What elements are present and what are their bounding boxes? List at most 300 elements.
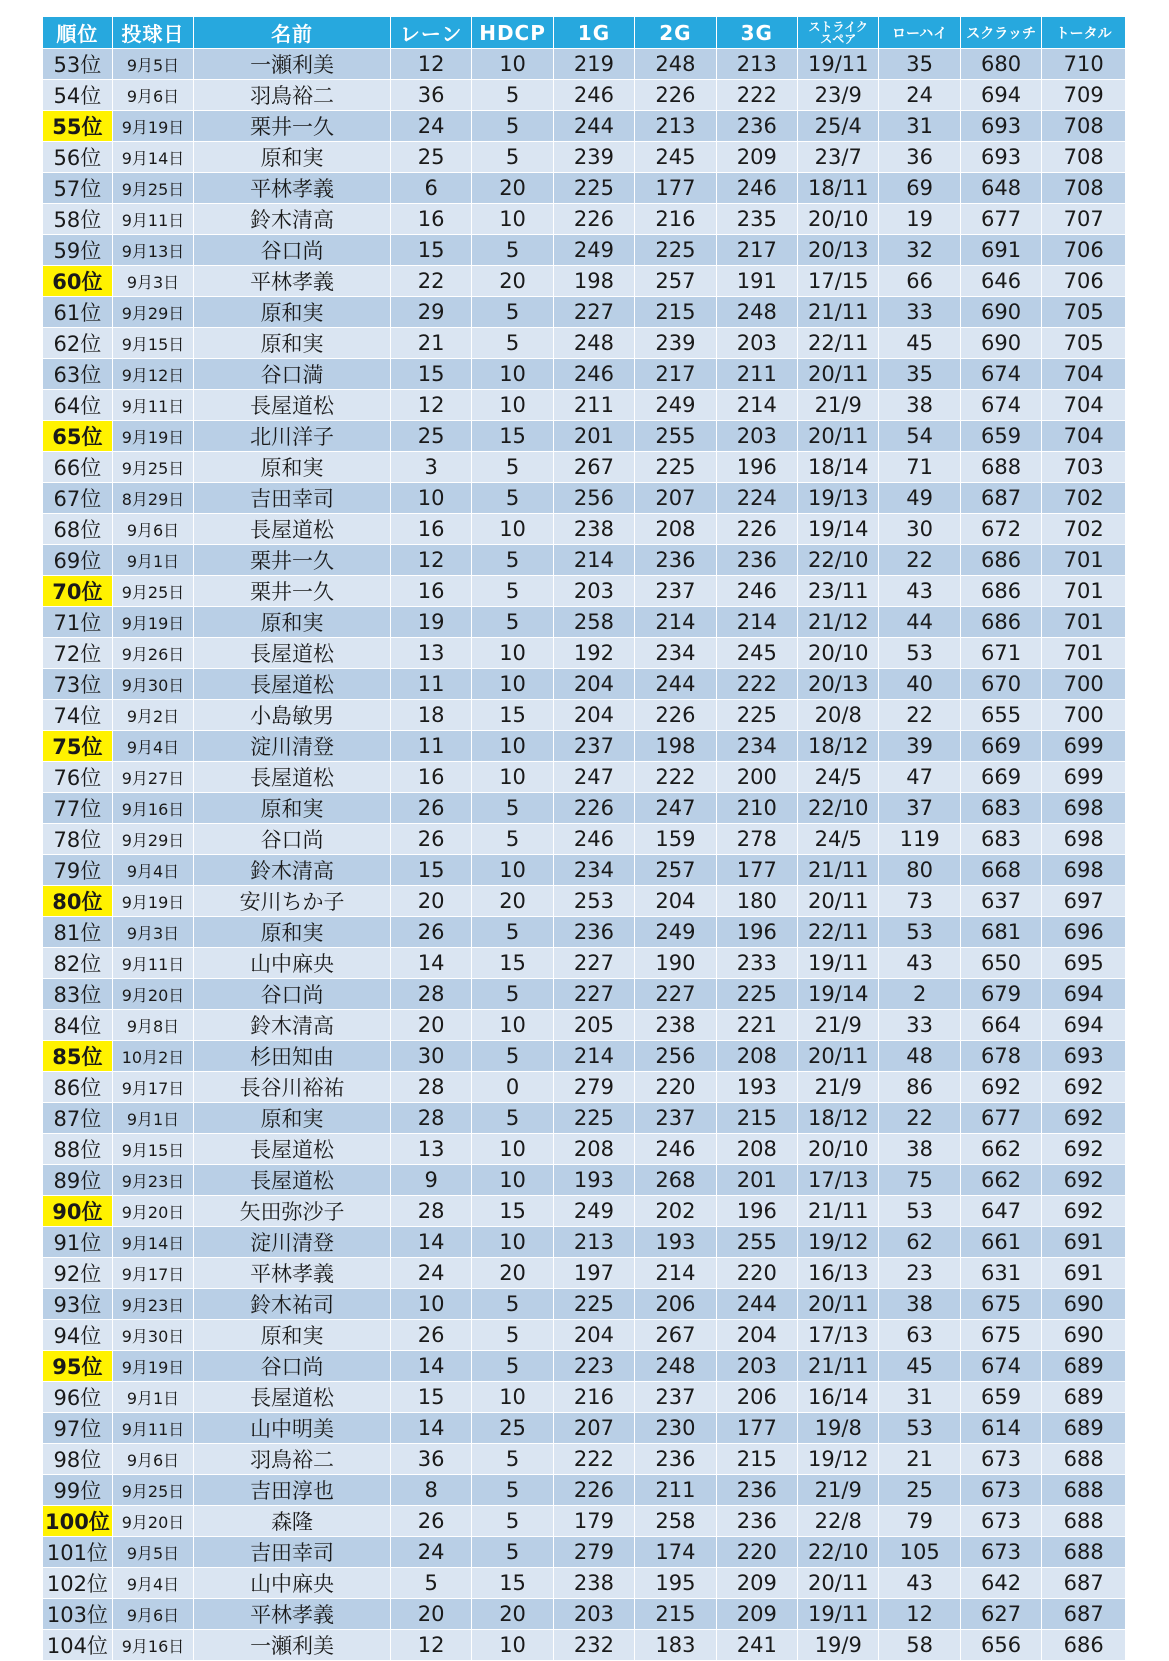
rank-cell: 96位 [43, 1382, 113, 1413]
name-cell: 吉田幸司 [194, 483, 391, 514]
table-row [43, 173, 1126, 204]
table-row [43, 452, 1126, 483]
scratch-cell: 674 [960, 1351, 1041, 1382]
game3-cell: 210 [716, 793, 797, 824]
rank-cell: 61位 [43, 297, 113, 328]
low-high-cell: 22 [879, 1103, 960, 1134]
game1-cell: 208 [553, 1134, 634, 1165]
hdcp-cell: 15 [472, 700, 553, 731]
table-row [43, 1103, 1126, 1134]
total-cell: 692 [1042, 1134, 1126, 1165]
lane-cell: 28 [390, 979, 471, 1010]
table-row [43, 328, 1126, 359]
game2-cell: 183 [635, 1630, 716, 1661]
name-cell: 谷口尚 [194, 824, 391, 855]
game3-cell: 222 [716, 80, 797, 111]
game2-cell: 225 [635, 452, 716, 483]
table-row [43, 607, 1126, 638]
lane-cell: 20 [390, 1599, 471, 1630]
date-cell: 9月19日 [112, 607, 193, 638]
rank-cell: 99位 [43, 1475, 113, 1506]
lane-cell: 15 [390, 1382, 471, 1413]
hdcp-cell: 5 [472, 1103, 553, 1134]
lane-cell: 29 [390, 297, 471, 328]
game3-cell: 255 [716, 1227, 797, 1258]
date-cell: 9月1日 [112, 545, 193, 576]
table-row [43, 545, 1126, 576]
rank-cell: 73位 [43, 669, 113, 700]
scratch-cell: 691 [960, 235, 1041, 266]
game1-cell: 227 [553, 948, 634, 979]
game2-cell: 248 [635, 1351, 716, 1382]
game1-cell: 232 [553, 1630, 634, 1661]
name-cell: 平林孝義 [194, 1599, 391, 1630]
rank-cell: 86位 [43, 1072, 113, 1103]
total-cell: 708 [1042, 111, 1126, 142]
rank-cell: 74位 [43, 700, 113, 731]
rank-cell: 91位 [43, 1227, 113, 1258]
game3-cell: 248 [716, 297, 797, 328]
header-low-high: ローハイ [879, 17, 960, 49]
total-cell: 688 [1042, 1475, 1126, 1506]
lane-cell: 24 [390, 1537, 471, 1568]
low-high-cell: 33 [879, 297, 960, 328]
name-cell: 長屋道松 [194, 638, 391, 669]
scratch-cell: 681 [960, 917, 1041, 948]
name-cell: 小島敏男 [194, 700, 391, 731]
name-cell: 羽鳥裕二 [194, 1444, 391, 1475]
strike-spare-cell: 20/11 [798, 359, 879, 390]
low-high-cell: 43 [879, 1568, 960, 1599]
low-high-cell: 33 [879, 1010, 960, 1041]
date-cell: 9月27日 [112, 762, 193, 793]
header-name: 名前 [194, 17, 391, 49]
table-row [43, 1351, 1126, 1382]
hdcp-cell: 10 [472, 359, 553, 390]
lane-cell: 20 [390, 1010, 471, 1041]
low-high-cell: 24 [879, 80, 960, 111]
name-cell: 長屋道松 [194, 1165, 391, 1196]
total-cell: 708 [1042, 173, 1126, 204]
game2-cell: 234 [635, 638, 716, 669]
game3-cell: 236 [716, 545, 797, 576]
total-cell: 701 [1042, 576, 1126, 607]
scratch-cell: 670 [960, 669, 1041, 700]
low-high-cell: 79 [879, 1506, 960, 1537]
table-row [43, 359, 1126, 390]
header-total: トータル [1042, 17, 1126, 49]
strike-spare-cell: 19/8 [798, 1413, 879, 1444]
game1-cell: 225 [553, 173, 634, 204]
hdcp-cell: 15 [472, 1196, 553, 1227]
game1-cell: 247 [553, 762, 634, 793]
game2-cell: 239 [635, 328, 716, 359]
game3-cell: 196 [716, 1196, 797, 1227]
name-cell: 淀川清登 [194, 1227, 391, 1258]
game3-cell: 244 [716, 1289, 797, 1320]
name-cell: 鈴木清高 [194, 855, 391, 886]
lane-cell: 10 [390, 483, 471, 514]
scratch-cell: 669 [960, 762, 1041, 793]
strike-spare-cell: 18/14 [798, 452, 879, 483]
lane-cell: 14 [390, 1227, 471, 1258]
game2-cell: 207 [635, 483, 716, 514]
hdcp-cell: 5 [472, 607, 553, 638]
rank-cell: 90位 [43, 1196, 113, 1227]
table-row [43, 204, 1126, 235]
game1-cell: 216 [553, 1382, 634, 1413]
table-row [43, 886, 1126, 917]
game1-cell: 246 [553, 359, 634, 390]
hdcp-cell: 10 [472, 638, 553, 669]
scratch-cell: 668 [960, 855, 1041, 886]
total-cell: 706 [1042, 266, 1126, 297]
table-row [43, 111, 1126, 142]
game3-cell: 220 [716, 1258, 797, 1289]
low-high-cell: 44 [879, 607, 960, 638]
total-cell: 701 [1042, 545, 1126, 576]
game3-cell: 204 [716, 1320, 797, 1351]
game2-cell: 177 [635, 173, 716, 204]
game1-cell: 258 [553, 607, 634, 638]
header-rank: 順位 [43, 17, 113, 49]
rank-cell: 55位 [43, 111, 113, 142]
total-cell: 701 [1042, 607, 1126, 638]
table-row [43, 824, 1126, 855]
rank-cell: 54位 [43, 80, 113, 111]
table-row [43, 669, 1126, 700]
lane-cell: 14 [390, 948, 471, 979]
scratch-cell: 673 [960, 1506, 1041, 1537]
name-cell: 吉田淳也 [194, 1475, 391, 1506]
scratch-cell: 675 [960, 1320, 1041, 1351]
scratch-cell: 659 [960, 1382, 1041, 1413]
total-cell: 691 [1042, 1258, 1126, 1289]
total-cell: 704 [1042, 359, 1126, 390]
rank-cell: 104位 [43, 1630, 113, 1661]
hdcp-cell: 10 [472, 1134, 553, 1165]
game1-cell: 238 [553, 514, 634, 545]
game2-cell: 215 [635, 297, 716, 328]
name-cell: 長屋道松 [194, 669, 391, 700]
table-row [43, 235, 1126, 266]
game1-cell: 227 [553, 979, 634, 1010]
lane-cell: 36 [390, 1444, 471, 1475]
table-row [43, 1258, 1126, 1289]
game1-cell: 246 [553, 824, 634, 855]
total-cell: 698 [1042, 793, 1126, 824]
strike-spare-cell: 19/11 [798, 948, 879, 979]
game2-cell: 257 [635, 855, 716, 886]
table-row [43, 762, 1126, 793]
table-row [43, 1072, 1126, 1103]
game1-cell: 204 [553, 700, 634, 731]
low-high-cell: 86 [879, 1072, 960, 1103]
name-cell: 森隆 [194, 1506, 391, 1537]
game3-cell: 224 [716, 483, 797, 514]
low-high-cell: 45 [879, 1351, 960, 1382]
lane-cell: 13 [390, 638, 471, 669]
low-high-cell: 31 [879, 1382, 960, 1413]
game3-cell: 209 [716, 142, 797, 173]
hdcp-cell: 10 [472, 204, 553, 235]
rank-cell: 93位 [43, 1289, 113, 1320]
date-cell: 9月25日 [112, 576, 193, 607]
lane-cell: 8 [390, 1475, 471, 1506]
name-cell: 原和実 [194, 793, 391, 824]
total-cell: 704 [1042, 421, 1126, 452]
low-high-cell: 49 [879, 483, 960, 514]
date-cell: 9月1日 [112, 1382, 193, 1413]
table-row [43, 1196, 1126, 1227]
date-cell: 9月14日 [112, 142, 193, 173]
scratch-cell: 614 [960, 1413, 1041, 1444]
scratch-cell: 664 [960, 1010, 1041, 1041]
game2-cell: 237 [635, 576, 716, 607]
game1-cell: 238 [553, 1568, 634, 1599]
hdcp-cell: 5 [472, 824, 553, 855]
header-game1: 1G [553, 17, 634, 49]
date-cell: 9月11日 [112, 1413, 193, 1444]
lane-cell: 26 [390, 1506, 471, 1537]
lane-cell: 25 [390, 142, 471, 173]
low-high-cell: 47 [879, 762, 960, 793]
game3-cell: 233 [716, 948, 797, 979]
scratch-cell: 680 [960, 49, 1041, 80]
low-high-cell: 71 [879, 452, 960, 483]
total-cell: 692 [1042, 1072, 1126, 1103]
game3-cell: 236 [716, 1506, 797, 1537]
total-cell: 699 [1042, 762, 1126, 793]
strike-spare-cell: 17/13 [798, 1165, 879, 1196]
low-high-cell: 32 [879, 235, 960, 266]
name-cell: 栗井一久 [194, 545, 391, 576]
date-cell: 9月23日 [112, 1165, 193, 1196]
date-cell: 9月4日 [112, 731, 193, 762]
game1-cell: 249 [553, 235, 634, 266]
total-cell: 693 [1042, 1041, 1126, 1072]
low-high-cell: 43 [879, 948, 960, 979]
low-high-cell: 62 [879, 1227, 960, 1258]
total-cell: 709 [1042, 80, 1126, 111]
low-high-cell: 21 [879, 1444, 960, 1475]
low-high-cell: 35 [879, 49, 960, 80]
date-cell: 9月6日 [112, 514, 193, 545]
lane-cell: 25 [390, 421, 471, 452]
date-cell: 9月17日 [112, 1072, 193, 1103]
date-cell: 9月3日 [112, 266, 193, 297]
total-cell: 706 [1042, 235, 1126, 266]
game2-cell: 236 [635, 545, 716, 576]
table-row [43, 948, 1126, 979]
name-cell: 栗井一久 [194, 576, 391, 607]
lane-cell: 11 [390, 669, 471, 700]
game1-cell: 219 [553, 49, 634, 80]
low-high-cell: 45 [879, 328, 960, 359]
table-row [43, 1568, 1126, 1599]
low-high-cell: 38 [879, 390, 960, 421]
hdcp-cell: 5 [472, 483, 553, 514]
name-cell: 長屋道松 [194, 1134, 391, 1165]
strike-spare-cell: 23/9 [798, 80, 879, 111]
hdcp-cell: 5 [472, 917, 553, 948]
table-row [43, 1537, 1126, 1568]
lane-cell: 6 [390, 173, 471, 204]
date-cell: 9月23日 [112, 1289, 193, 1320]
name-cell: 吉田幸司 [194, 1537, 391, 1568]
strike-spare-cell: 21/11 [798, 297, 879, 328]
lane-cell: 12 [390, 49, 471, 80]
lane-cell: 28 [390, 1072, 471, 1103]
strike-spare-cell: 20/11 [798, 1568, 879, 1599]
rank-cell: 59位 [43, 235, 113, 266]
rank-cell: 64位 [43, 390, 113, 421]
ranking-table [42, 16, 1126, 1661]
scratch-cell: 687 [960, 483, 1041, 514]
table-row [43, 49, 1126, 80]
low-high-cell: 75 [879, 1165, 960, 1196]
lane-cell: 13 [390, 1134, 471, 1165]
lane-cell: 18 [390, 700, 471, 731]
low-high-cell: 53 [879, 1196, 960, 1227]
lane-cell: 20 [390, 886, 471, 917]
name-cell: 長屋道松 [194, 762, 391, 793]
scratch-cell: 679 [960, 979, 1041, 1010]
lane-cell: 12 [390, 545, 471, 576]
game3-cell: 209 [716, 1568, 797, 1599]
strike-spare-cell: 18/11 [798, 173, 879, 204]
scratch-cell: 677 [960, 1103, 1041, 1134]
rank-cell: 83位 [43, 979, 113, 1010]
hdcp-cell: 10 [472, 514, 553, 545]
date-cell: 9月14日 [112, 1227, 193, 1258]
low-high-cell: 38 [879, 1289, 960, 1320]
scratch-cell: 656 [960, 1630, 1041, 1661]
lane-cell: 22 [390, 266, 471, 297]
game3-cell: 217 [716, 235, 797, 266]
game3-cell: 203 [716, 421, 797, 452]
name-cell: 原和実 [194, 142, 391, 173]
date-cell: 9月29日 [112, 824, 193, 855]
rank-cell: 103位 [43, 1599, 113, 1630]
game3-cell: 177 [716, 1413, 797, 1444]
game1-cell: 193 [553, 1165, 634, 1196]
rank-cell: 82位 [43, 948, 113, 979]
game3-cell: 214 [716, 607, 797, 638]
game2-cell: 213 [635, 111, 716, 142]
game2-cell: 255 [635, 421, 716, 452]
strike-spare-cell: 19/11 [798, 49, 879, 80]
game1-cell: 222 [553, 1444, 634, 1475]
game1-cell: 207 [553, 1413, 634, 1444]
game3-cell: 196 [716, 917, 797, 948]
table-row [43, 1134, 1126, 1165]
game2-cell: 267 [635, 1320, 716, 1351]
strike-spare-cell: 20/11 [798, 1041, 879, 1072]
scratch-cell: 671 [960, 638, 1041, 669]
date-cell: 9月30日 [112, 1320, 193, 1351]
hdcp-cell: 15 [472, 421, 553, 452]
low-high-cell: 12 [879, 1599, 960, 1630]
table-row [43, 979, 1126, 1010]
game1-cell: 225 [553, 1289, 634, 1320]
name-cell: 原和実 [194, 328, 391, 359]
strike-spare-cell: 21/9 [798, 390, 879, 421]
scratch-cell: 655 [960, 700, 1041, 731]
strike-spare-cell: 22/10 [798, 545, 879, 576]
table-row [43, 1506, 1126, 1537]
total-cell: 692 [1042, 1165, 1126, 1196]
lane-cell: 14 [390, 1413, 471, 1444]
game1-cell: 248 [553, 328, 634, 359]
lane-cell: 19 [390, 607, 471, 638]
game3-cell: 209 [716, 1599, 797, 1630]
low-high-cell: 43 [879, 576, 960, 607]
game2-cell: 247 [635, 793, 716, 824]
rank-cell: 63位 [43, 359, 113, 390]
total-cell: 692 [1042, 1103, 1126, 1134]
scratch-cell: 673 [960, 1475, 1041, 1506]
table-row [43, 700, 1126, 731]
hdcp-cell: 5 [472, 1537, 553, 1568]
low-high-cell: 53 [879, 917, 960, 948]
strike-spare-cell: 20/13 [798, 669, 879, 700]
hdcp-cell: 10 [472, 1165, 553, 1196]
rank-cell: 65位 [43, 421, 113, 452]
strike-spare-cell: 24/5 [798, 762, 879, 793]
lane-cell: 24 [390, 111, 471, 142]
total-cell: 686 [1042, 1630, 1126, 1661]
lane-cell: 24 [390, 1258, 471, 1289]
scratch-cell: 672 [960, 514, 1041, 545]
total-cell: 696 [1042, 917, 1126, 948]
lane-cell: 30 [390, 1041, 471, 1072]
date-cell: 9月19日 [112, 111, 193, 142]
game1-cell: 198 [553, 266, 634, 297]
scratch-cell: 659 [960, 421, 1041, 452]
game2-cell: 236 [635, 1444, 716, 1475]
hdcp-cell: 5 [472, 111, 553, 142]
lane-cell: 12 [390, 1630, 471, 1661]
scratch-cell: 690 [960, 328, 1041, 359]
strike-spare-cell: 23/11 [798, 576, 879, 607]
scratch-cell: 690 [960, 297, 1041, 328]
strike-spare-cell: 20/10 [798, 204, 879, 235]
total-cell: 700 [1042, 669, 1126, 700]
game2-cell: 237 [635, 1382, 716, 1413]
scratch-cell: 678 [960, 1041, 1041, 1072]
total-cell: 691 [1042, 1227, 1126, 1258]
lane-cell: 28 [390, 1103, 471, 1134]
table-row [43, 1413, 1126, 1444]
scratch-cell: 642 [960, 1568, 1041, 1599]
name-cell: 原和実 [194, 452, 391, 483]
game2-cell: 216 [635, 204, 716, 235]
game2-cell: 204 [635, 886, 716, 917]
scratch-cell: 674 [960, 390, 1041, 421]
game1-cell: 237 [553, 731, 634, 762]
scratch-cell: 683 [960, 824, 1041, 855]
low-high-cell: 30 [879, 514, 960, 545]
game1-cell: 204 [553, 669, 634, 700]
name-cell: 山中麻央 [194, 948, 391, 979]
rank-cell: 77位 [43, 793, 113, 824]
hdcp-cell: 10 [472, 1010, 553, 1041]
lane-cell: 5 [390, 1568, 471, 1599]
game1-cell: 226 [553, 1475, 634, 1506]
game2-cell: 227 [635, 979, 716, 1010]
game1-cell: 234 [553, 855, 634, 886]
